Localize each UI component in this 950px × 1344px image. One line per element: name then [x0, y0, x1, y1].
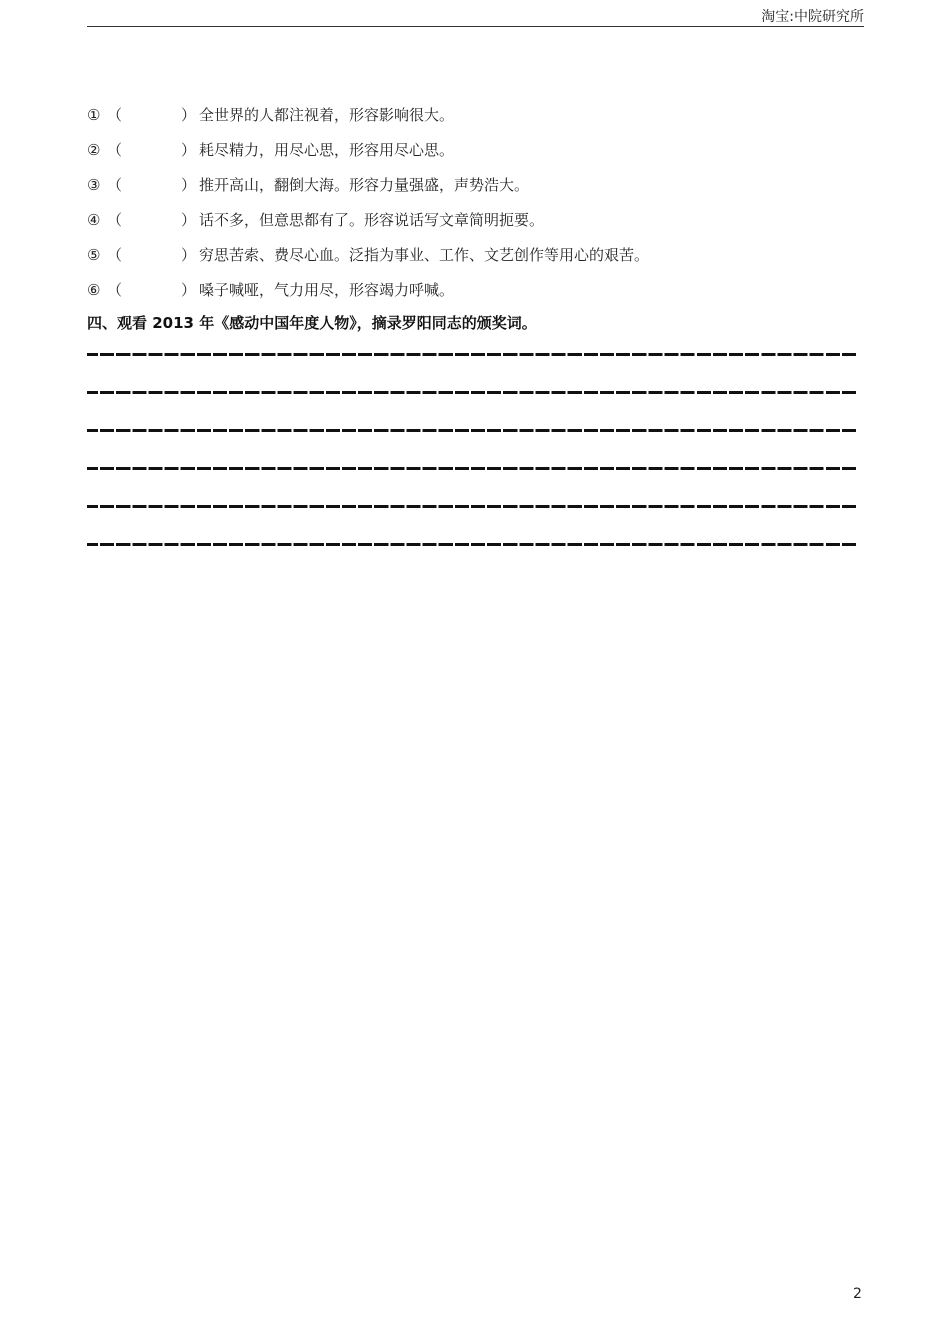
list-item [87, 138, 649, 173]
item-definition: 耗尽精力，用尽心思，形容用尽心思。 [199, 141, 455, 159]
section-title: 四、观看 2013 年《感动中国年度人物》，摘录罗阳同志的颁奖词。 [87, 314, 537, 332]
answer-blank-close: ） [181, 281, 197, 299]
writing-lines [87, 353, 857, 581]
writing-line [87, 429, 857, 432]
item-number: ③ [87, 176, 101, 194]
answer-blank-close: ） [181, 246, 197, 264]
answer-blank-open: （ [107, 106, 123, 124]
writing-line [87, 543, 857, 546]
item-number: ⑥ [87, 281, 101, 299]
writing-line [87, 353, 857, 356]
writing-line [87, 505, 857, 508]
answer-blank-open: （ [107, 176, 123, 194]
item-definition: 推开高山，翻倒大海。形容力量强盛，声势浩大。 [199, 176, 530, 194]
answer-blank-open: （ [107, 211, 123, 229]
item-definition: 全世界的人都注视着，形容影响很大。 [199, 106, 455, 124]
answer-blank-close: ） [181, 211, 197, 229]
item-definition: 话不多，但意思都有了。形容说话写文章简明扼要。 [199, 211, 545, 229]
answer-blank-open: （ [107, 141, 123, 159]
answer-blank-open: （ [107, 281, 123, 299]
page-header [87, 0, 864, 27]
idiom-list [87, 103, 649, 313]
writing-line [87, 391, 857, 394]
item-number: ① [87, 106, 101, 124]
answer-blank-close: ） [181, 176, 197, 194]
list-item [87, 243, 649, 278]
writing-line [87, 467, 857, 470]
item-number: ④ [87, 211, 101, 229]
item-definition: 穷思苦索、费尽心血。泛指为事业、工作、文艺创作等用心的艰苦。 [199, 246, 650, 264]
answer-blank-open: （ [107, 246, 123, 264]
list-item [87, 103, 649, 138]
answer-blank-close: ） [181, 141, 197, 159]
list-item [87, 208, 649, 243]
header-text: 淘宝:中院研究所 [761, 9, 864, 25]
answer-blank-close: ） [181, 106, 197, 124]
page-number: 2 [853, 1286, 862, 1302]
list-item [87, 278, 649, 313]
item-number: ② [87, 141, 101, 159]
item-number: ⑤ [87, 246, 101, 264]
item-definition: 嗓子喊哑，气力用尽，形容竭力呼喊。 [199, 281, 455, 299]
list-item [87, 173, 649, 208]
